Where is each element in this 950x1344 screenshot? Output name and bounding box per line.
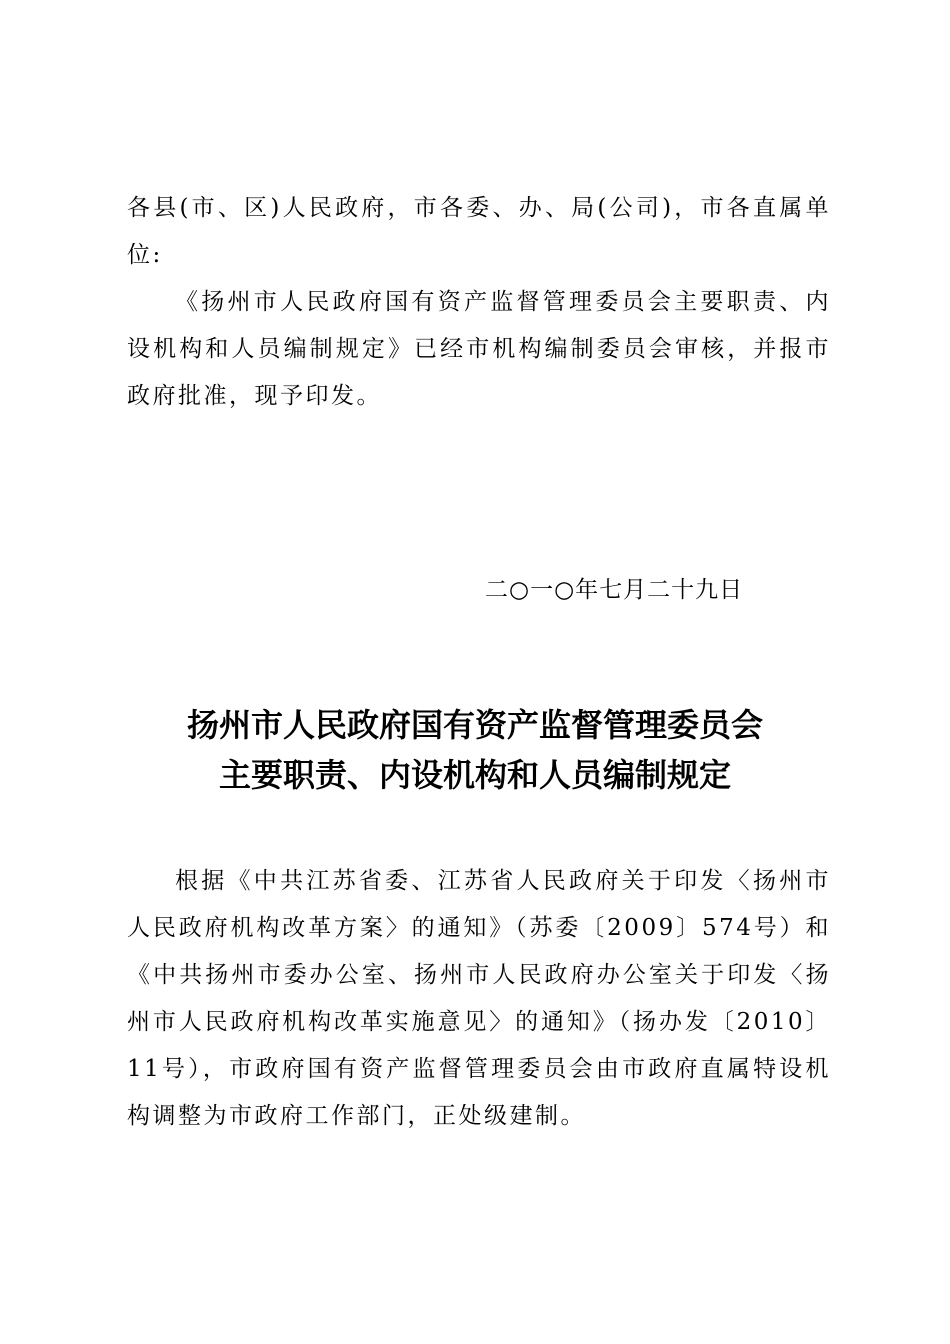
issue-date: 二○一○年七月二十九日 (485, 577, 744, 603)
salutation-text: 各县(市、区)人民政府，市各委、办、局(公司)，市各直属单位: (127, 195, 831, 268)
document-title (60, 700, 890, 800)
notice-paragraph: 《扬州市人民政府国有资产监督管理委员会主要职责、内设机构和人员编制规定》已经市机构编制委员会审核，并报市政府批准，现予印发。 (127, 289, 831, 409)
title-line-2: 主要职责、内设机构和人员编制规定 (218, 756, 731, 794)
title-line-1: 扬州市人民政府国有资产监督管理委员会 (186, 706, 763, 744)
body-paragraph: 根据《中共江苏省委、江苏省人民政府关于印发〈扬州市人民政府机构改革方案〉的通知》（苏委〔2009〕574号）和《中共扬州市委办公室、扬州市人民政府办公室关于印发〈扬州市人民政府机构改革实施意见〉的通知》（扬办发〔2010〕11号），市政府国有资产监督管理委员会由市政府直属特设机构调整为市政府工作部门，正处级建制。 (127, 868, 831, 1129)
